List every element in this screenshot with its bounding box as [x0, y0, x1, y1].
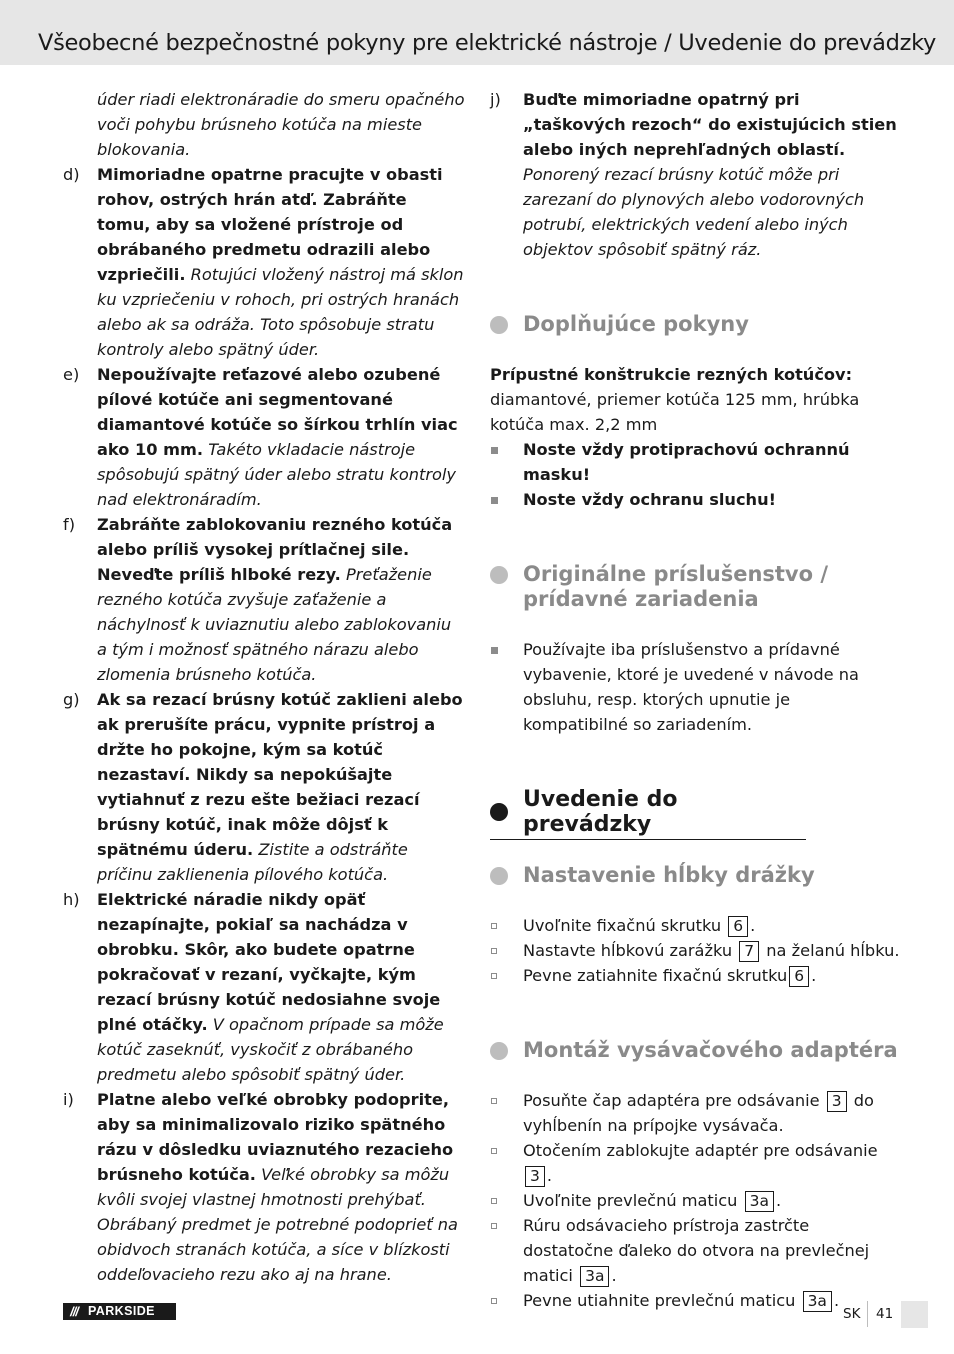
list-item: Pevne utiahnite prevlečnú maticu 3a .	[490, 1288, 900, 1313]
page-title: Všeobecné bezpečnostné pokyny pre elektrické nástroje / Uvedenie do prevádzky	[38, 30, 937, 56]
list-item-h: h) Elektrické náradie nikdy opäť nezapínajte, pokiaľ sa nachádza v obrobku. Skôr, ako budete opatrne pokračovať v rezaní, vyčkajte, kým rezací brúsny kotúč nedosiahne svoje plné otáčky. V opačnom prípade sa môže kotúč zaseknúť, vyskočiť z obrábaného predmetu alebo spôsobiť spätný úder.	[63, 890, 444, 1084]
parkside-logo: /// PARKSIDE	[63, 1303, 176, 1320]
list-item: Otočením zablokujte adaptér pre odsávanie 3 .	[490, 1138, 900, 1188]
list-item: Pevne zatiahnite fixačnú skrutku 6 .	[490, 963, 900, 988]
checkbox-bullet-icon	[491, 1298, 497, 1304]
list-item	[63, 87, 465, 162]
checkbox-bullet-icon	[491, 1223, 497, 1229]
list-item: Uvoľnite fixačnú skrutku 6 .	[490, 913, 900, 938]
footer-tab	[901, 1301, 928, 1328]
page-header	[0, 0, 954, 65]
left-column	[63, 87, 465, 1287]
list-item: Nastavte hĺbkovú zarážku 7 na želanú hĺbku.	[490, 938, 900, 963]
list-item-d: d) Mimoriadne opatrne pracujte v obasti rohov, ostrých hrán atď. Zabráňte tomu, aby sa vložené prístroje od obrábaného predmetu odrazili alebo vzpriečili. Rotujúci vložený nástroj má sklon ku vzpriečeniu v rohoch, pri ostrých hranách alebo ak sa odráža. Toto spôsobuje stratu kontroly alebo spätný úder.	[63, 165, 464, 359]
intro-text: úder riadi elektronáradie do smeru opačného voči pohybu brúsneho kotúča na mieste blokovania.	[97, 90, 465, 159]
checkbox-bullet-icon	[491, 1148, 497, 1154]
section-subtitle: Prípustné konštrukcie rezných kotúčov:	[490, 365, 853, 384]
section-text: diamantové, priemer kotúča 125 mm, hrúbka kotúča max. 2,2 mm	[490, 390, 860, 434]
checkbox-bullet-icon	[491, 923, 497, 929]
bullet-dot-icon	[490, 867, 508, 885]
page-number: 41	[876, 1306, 894, 1322]
list-item: Používajte iba príslušenstvo a prídavné vybavenie, ktoré je uvedené v návode na obsluhu, resp. ktorých upnutie je kompatibilné so zariadením.	[490, 637, 900, 737]
section-heading: Montáž vysávačového adaptéra	[490, 1038, 900, 1063]
list-item: Noste vždy ochranu sluchu!	[490, 487, 900, 512]
checkbox-bullet-icon	[491, 1198, 497, 1204]
list-item-e: e) Nepoužívajte reťazové alebo ozubené pílové kotúče ani segmentované diamantové kotúče so šírkou trhlín viac ako 10 mm. Takéto vkladacie nástroje spôsobujú spätný úder alebo stratu kontroly nad elektronáradím.	[63, 365, 458, 509]
bullet-dot-icon	[490, 316, 508, 334]
checkbox-bullet-icon	[491, 973, 497, 979]
right-column	[490, 87, 900, 1313]
bullet-dot-icon	[490, 1042, 508, 1060]
list-item-i: i) Platne alebo veľké obrobky podoprite, aby sa minimalizovalo riziko spätného rázu v dôsledku uviaznutého rezacieho brúsneho kotúča. Veľké obrobky sa môžu kvôli svojej vlastnej hmotnosti prehýbať. Obrábaný predmet je potrebné podoprieť na obidvoch stranách kotúča, a síce v blízkosti oddeľovacieho rezu ako aj na hrane.	[63, 1090, 458, 1284]
checkbox-bullet-icon	[491, 1098, 497, 1104]
list-item: Noste vždy protiprachovú ochrannú masku!	[490, 437, 900, 487]
section-heading: Doplňujúce pokyny	[490, 312, 900, 337]
section-heading: Originálne príslušenstvo / prídavné zariadenia	[490, 562, 900, 612]
language-code: SK	[843, 1306, 861, 1322]
main-section-heading: Uvedenie do prevádzky	[490, 787, 806, 840]
list-item: Posuňte čap adaptéra pre odsávanie 3 do vyhĺbenín na prípojke vysávača.	[490, 1088, 900, 1138]
section-heading: Nastavenie hĺbky drážky	[490, 863, 900, 888]
list-item-j: j) Buďte mimoriadne opatrný pri „taškových rezoch“ do existujúcich stien alebo iných neprehľadných oblastí. Ponorený rezací brúsny kotúč môže pri zarezaní do plynových alebo vodorovných potrubí, elektrických vedení alebo iných objektov spôsobiť spätný ráz.	[490, 90, 897, 259]
list-item: Rúru odsávacieho prístroja zastrčte dostatočne ďaleko do otvora na prevlečnej matici 3a .	[490, 1213, 900, 1288]
footer-divider	[867, 1301, 868, 1327]
list-item: Uvoľnite prevlečnú maticu 3a .	[490, 1188, 900, 1213]
bullet-dot-icon	[490, 803, 508, 821]
list-item-f: f) Zabráňte zablokovaniu rezného kotúča alebo príliš vysokej prítlačnej sile. Neveďte príliš hlboké rezy. Preťaženie rezného kotúča zvyšuje zaťaženie a náchylnosť k uviaznutiu alebo zablokovaniu a tým i možnosť spätného nárazu alebo zlomenia brúsneho kotúča.	[63, 515, 453, 684]
bullet-dot-icon	[490, 566, 508, 584]
checkbox-bullet-icon	[491, 948, 497, 954]
square-bullet-icon	[491, 497, 498, 504]
square-bullet-icon	[491, 647, 498, 654]
square-bullet-icon	[491, 447, 498, 454]
list-item-g: g) Ak sa rezací brúsny kotúč zaklieni alebo ak prerušíte prácu, vypnite prístroj a držte ho pokojne, kým sa kotúč nezastaví. Nikdy sa nepokúšajte vytiahnuť z rezu ešte bežiaci rezací brúsny kotúč, inak môže dôjsť k spätnému úderu. Zistite a odstráňte príčinu zaklienenia pílového kotúča.	[63, 690, 463, 884]
